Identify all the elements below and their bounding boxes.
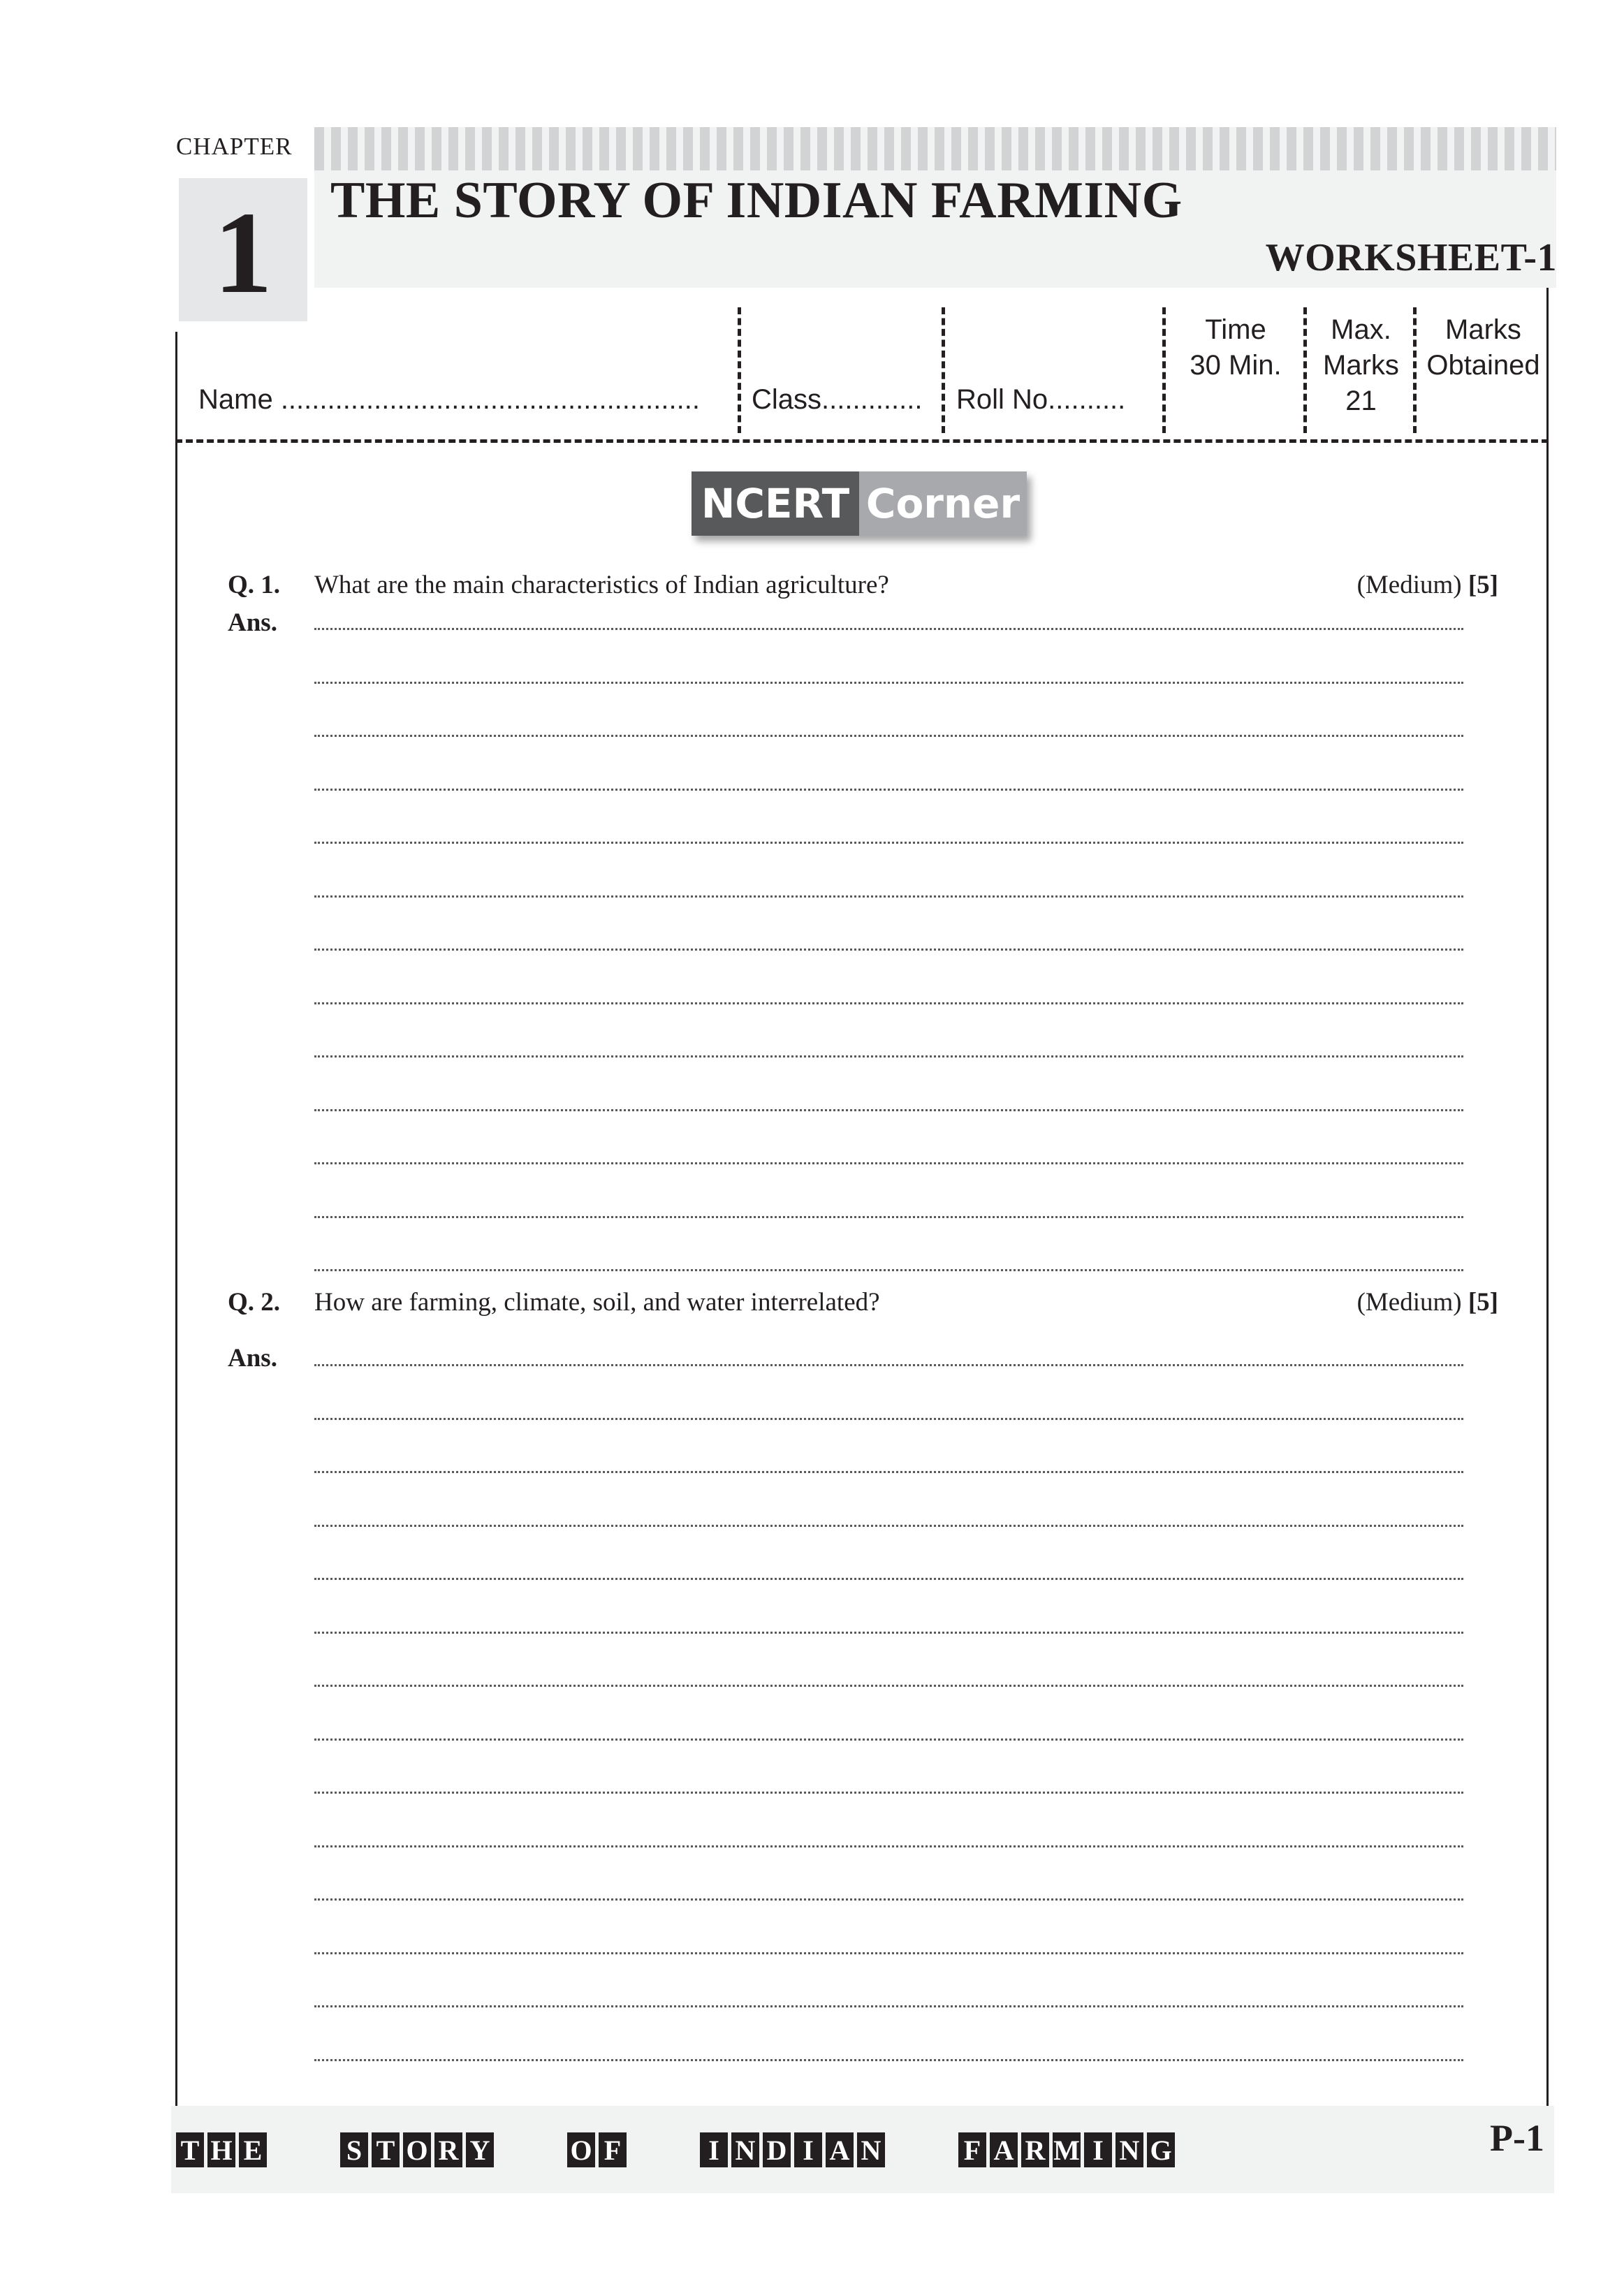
footer-word-gap	[270, 2132, 340, 2169]
footer-letter: E	[239, 2132, 267, 2167]
header-stripe-band	[314, 127, 1556, 170]
answer-line[interactable]	[314, 1364, 1463, 1366]
question-difficulty: (Medium)	[1356, 1288, 1462, 1317]
answer-line[interactable]	[314, 1216, 1463, 1218]
footer-letter: A	[990, 2132, 1018, 2167]
footer-letter: F	[958, 2132, 986, 2167]
footer-word-gap	[630, 2132, 700, 2169]
answer-line[interactable]	[314, 2005, 1463, 2007]
answer-line[interactable]	[314, 1845, 1463, 1847]
answer-line[interactable]	[314, 1525, 1463, 1527]
chapter-number-box	[179, 178, 307, 321]
time-value: 30 Min.	[1190, 350, 1282, 381]
marks-obtained-cell	[1419, 312, 1548, 383]
answer-line[interactable]	[314, 1055, 1463, 1057]
question-score: [5]	[1468, 571, 1498, 599]
max-marks-label-1: Max.	[1331, 314, 1391, 345]
footer-letter: G	[1147, 2132, 1175, 2167]
question-text: How are farming, climate, soil, and water interrelated?	[314, 1288, 880, 1317]
footer-letter: F	[599, 2132, 627, 2167]
question-number: Q. 1.	[228, 571, 281, 599]
page-number: P-1	[1490, 2117, 1544, 2159]
info-divider	[738, 307, 741, 433]
ncert-label: NCERT	[692, 471, 859, 536]
footer-letter: R	[1021, 2132, 1049, 2167]
footer-letter: O	[403, 2132, 431, 2167]
answer-line[interactable]	[314, 1471, 1463, 1473]
answer-line[interactable]	[314, 842, 1463, 844]
footer-letter: T	[176, 2132, 204, 2167]
page-title: THE STORY OF INDIAN FARMING	[330, 172, 1183, 229]
answer-line[interactable]	[314, 682, 1463, 684]
answer-line[interactable]	[314, 1418, 1463, 1420]
answer-label: Ans.	[228, 608, 277, 637]
question-difficulty: (Medium)	[1356, 571, 1462, 599]
footer-letter: S	[340, 2132, 368, 2167]
question-marks	[1357, 570, 1498, 600]
worksheet-label: WORKSHEET-1	[1265, 236, 1557, 279]
answer-line[interactable]	[314, 1002, 1463, 1004]
class-field[interactable]: Class.............	[752, 384, 923, 415]
footer-letter: R	[434, 2132, 462, 2167]
answer-line[interactable]	[314, 1738, 1463, 1741]
roll-no-field[interactable]: Roll No..........	[956, 384, 1126, 415]
footer-letter: A	[826, 2132, 854, 2167]
footer-letter: M	[1053, 2132, 1081, 2167]
ncert-corner-badge	[692, 471, 1027, 536]
info-divider	[942, 307, 945, 433]
footer-running-title	[176, 2132, 1178, 2169]
chapter-number: 1	[214, 187, 272, 318]
question-number: Q. 2.	[228, 1288, 281, 1317]
time-cell	[1168, 312, 1303, 383]
max-marks-value: 21	[1345, 386, 1377, 416]
footer-letter: D	[763, 2132, 791, 2167]
answer-line[interactable]	[314, 895, 1463, 898]
question-marks	[1357, 1287, 1498, 1317]
answer-line[interactable]	[314, 1109, 1463, 1111]
answer-line[interactable]	[314, 1632, 1463, 1634]
question-text: What are the main characteristics of Indian agriculture?	[314, 571, 889, 599]
frame-left-border	[175, 332, 177, 2106]
footer-word-gap	[888, 2132, 958, 2169]
answer-line[interactable]	[314, 735, 1463, 737]
footer-letter: O	[567, 2132, 595, 2167]
question-score: [5]	[1468, 1288, 1498, 1317]
marks-obtained-label-1: Marks	[1445, 314, 1521, 345]
footer-letter: I	[700, 2132, 728, 2167]
answer-line[interactable]	[314, 1162, 1463, 1164]
max-marks-label-2: Marks	[1323, 350, 1399, 381]
footer-letter: N	[857, 2132, 885, 2167]
info-divider	[1162, 307, 1166, 433]
chapter-label: CHAPTER	[176, 133, 293, 160]
answer-line[interactable]	[314, 1269, 1463, 1271]
info-row-separator	[175, 439, 1549, 443]
footer-letter: I	[794, 2132, 822, 2167]
max-marks-cell	[1309, 312, 1413, 419]
info-divider	[1303, 307, 1307, 433]
answer-line[interactable]	[314, 1685, 1463, 1687]
footer-letter: T	[372, 2132, 400, 2167]
corner-label: Corner	[859, 471, 1027, 536]
name-field[interactable]: Name ......................................................	[198, 384, 700, 415]
answer-line[interactable]	[314, 789, 1463, 791]
answer-line[interactable]	[314, 628, 1463, 630]
footer-letter: N	[731, 2132, 759, 2167]
answer-line[interactable]	[314, 1898, 1463, 1901]
footer-letter: H	[207, 2132, 235, 2167]
info-divider	[1413, 307, 1417, 433]
time-label: Time	[1205, 314, 1266, 345]
answer-line[interactable]	[314, 2059, 1463, 2061]
frame-right-border	[1546, 288, 1549, 2106]
marks-obtained-label-2: Obtained	[1426, 350, 1540, 381]
footer-letter: I	[1084, 2132, 1112, 2167]
answer-line[interactable]	[314, 1792, 1463, 1794]
answer-line[interactable]	[314, 949, 1463, 951]
answer-line[interactable]	[314, 1578, 1463, 1580]
footer-letter: N	[1115, 2132, 1143, 2167]
footer-letter: Y	[466, 2132, 494, 2167]
footer-word-gap	[497, 2132, 567, 2169]
answer-line[interactable]	[314, 1952, 1463, 1954]
answer-label: Ans.	[228, 1344, 277, 1372]
